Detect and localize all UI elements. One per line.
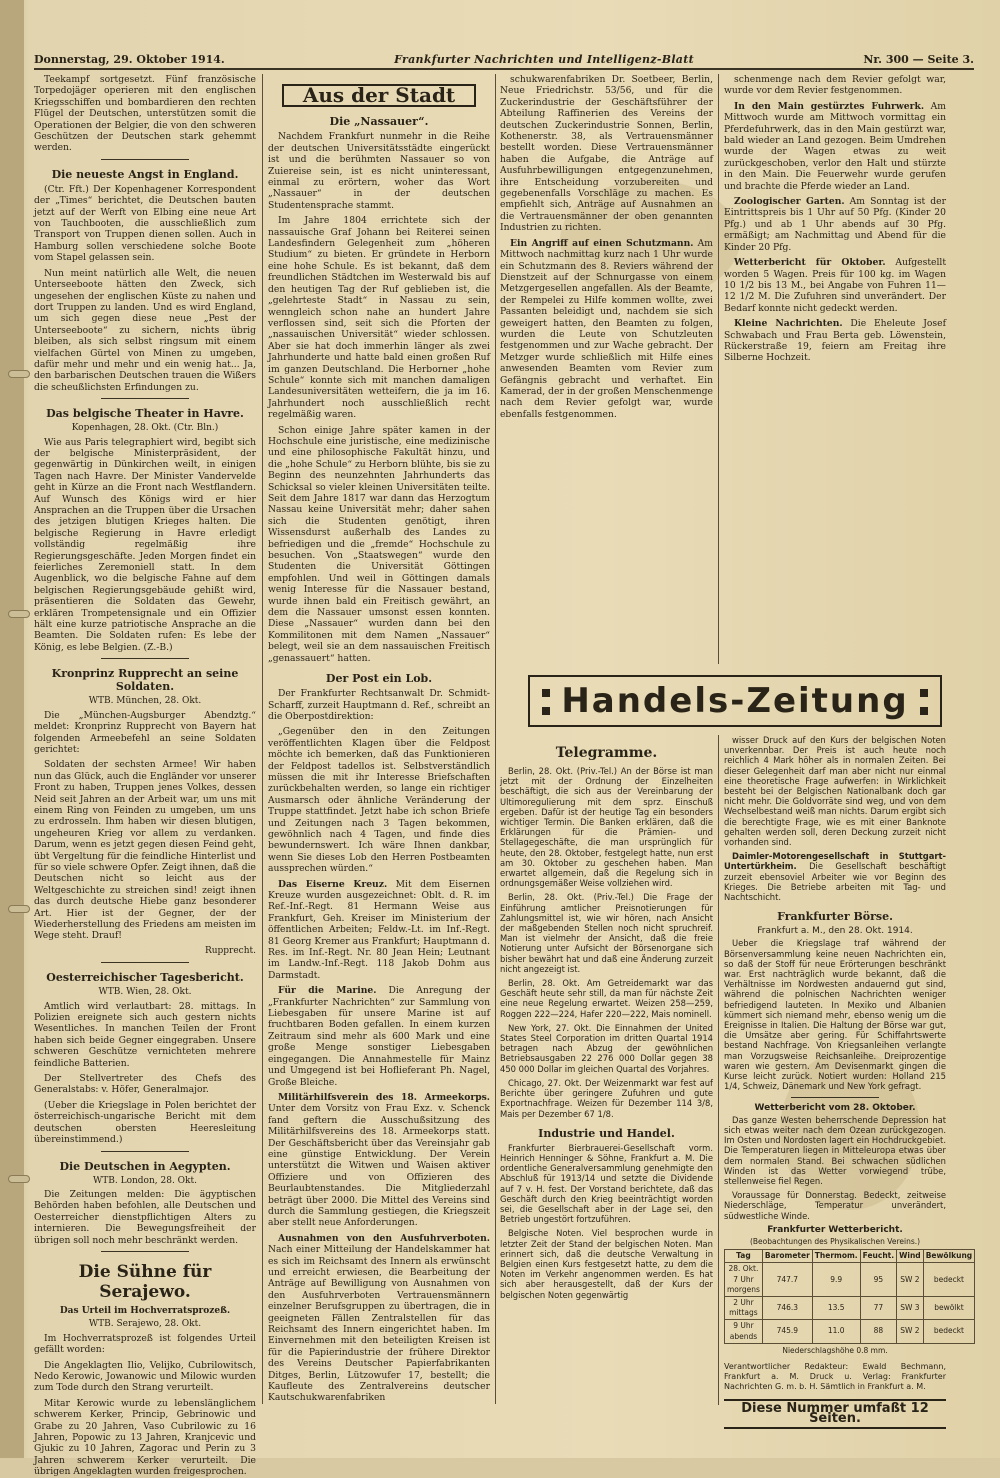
paragraph: Voraussage für Donnerstag. Bedeckt, zeitweise Niederschläge, Temperatur unverändert, südwestliche Winde. [724, 1190, 946, 1221]
divider [101, 1251, 190, 1252]
run-in-head: Kleine Nachrichten. [734, 318, 843, 330]
column-6 [724, 735, 973, 1426]
column-3 [500, 74, 713, 664]
dateline: WTB. Serajewo, 28. Okt. [88, 1319, 202, 1330]
paragraph: wisser Druck auf den Kurs der belgischen Noten unverkennbar. Der Preis ist auch heute noch reichlich 4 Mark höher als in normalen Zeiten. Bei dieser Gelegenheit darf man aber nicht nur einmal eine theoretische Frage aufwerfen: in Wirklichkeit besteht bei der Belgischen Nationalbank doch gar nicht mehr. Die Goldvorräte sind weg, und von dem Wechselbestand weiß man nichts. Darum ergibt sich die berechtigte Frage, wie es mit einer Banknote gehalten werden soll, deren Deckung zurzeit nicht vorhanden sind. [724, 735, 946, 848]
banner-ornament [542, 689, 550, 697]
headline: Die Deutschen in Aegypten. [59, 1159, 231, 1173]
table-header-cell: Bewölkung [923, 1250, 975, 1263]
headline: Die „Nassauer“. [329, 115, 429, 129]
table-cell: 28. Okt. 7 Uhr morgens [725, 1263, 763, 1297]
table-cell: SW 3 [897, 1296, 924, 1319]
paragraph: Die „München-Augsburger Abendztg.“ meldet: Kronprinz Rupprecht von Bayern hat folgenden Armeebefehl an seine Soldaten gerichtet: [34, 709, 256, 755]
paragraph [268, 1233, 490, 1404]
headline: Wetterbericht vom 28. Oktober. [754, 1102, 916, 1113]
column-5 [500, 735, 713, 1407]
table-header-cell: Thermom. [812, 1250, 860, 1263]
headline: Das belgische Theater in Havre. [46, 407, 244, 421]
table-cell: 77 [860, 1296, 896, 1319]
table-cell: SW 2 [897, 1263, 924, 1297]
paragraph-text: Am Mittwoch nachmittag kurz nach 1 Uhr wurde ein Schutzmann des 8. Reviers während der Dienstzeit auf der Schnurgasse von einem Metzgergesellen angefallen. Als der Beamte, der Rempelei zu Hilfe kommen wollte, zwei Passanten beleidigt und, nachdem sie sich geweigert hatten, den Beamten zu folgen, wurden die Leute von Schutzleuten festgenommen und zur Wache gebracht. Der Metzger wurde schließlich mit Hilfe eines anwesenden Beamten vom Revier zum Gefängnis gebracht und verhaftet. Ein Kamerad, der in der großen Menschenmenge nach dem Revier gefolgt war, wurde ebenfalls festgenommen. [500, 237, 713, 420]
paragraph: Mitar Kerowic wurde zu lebenslänglichem schwerem Kerker, Princip, Gebrinowic und Grabe zu 20 Jahren, Vaso Cubrilowic zu 16 Jahren, Popowic zu 13 Jahren, Kranjcevic und Gjukic zu 10 Jahren, Zagorac und Perin zu 3 Jahren schwerem Kerker verurteilt. Die übrigen Angeklagten wurden freigesprochen. [34, 1397, 256, 1478]
paragraph [724, 851, 946, 902]
paragraph: Im Hochverratsprozeß ist folgendes Urteil gefällt worden: [34, 1332, 256, 1356]
run-in-head: Daimler-Motorengesellschaft in Stuttgart-Untertürkheim. [724, 851, 946, 872]
dateline: WTB. Wien, 28. Okt. [98, 987, 192, 998]
paragraph [724, 318, 946, 364]
table-cell: 746.3 [762, 1296, 812, 1319]
paragraph: Die Zeitungen melden: Die ägyptischen Behörden haben befohlen, alle Deutschen und Oesterreicher dienstpflichtigen Alters zu internieren. Die Bewegungsfreiheit der übrigen soll noch mehr beschränkt werden. [34, 1188, 256, 1246]
column-divider [262, 74, 263, 1404]
weather-table [724, 1249, 975, 1344]
table-cell: 88 [860, 1320, 896, 1343]
paragraph: Amtlich wird verlautbart: 28. mittags. In Polizien ereignete sich auch gestern nichts Wesentliches. In manchen Teilen der Front haben sich beide Gegner eingegraben. Unsere schweren Geschütze vernichteten mehrere feindliche Batterien. [34, 1000, 256, 1069]
table-cell: 13.5 [812, 1296, 860, 1319]
headline: Kronprinz Rupprecht an seine Soldaten. [51, 667, 239, 694]
divider [101, 398, 190, 399]
table-row [725, 1263, 975, 1297]
paragraph-text: Die Anregung der „Frankfurter Nachrichten“ zur Sammlung von Liebesgaben für unsere Marine ist auf fruchtbaren Boden gefallen. In einem kurzen Zeitraum sind mehr als 600 Mark und eine große Menge sonstiger Liebesgaben eingegangen. Die Annahmestelle für Mainz und Umgegend ist bei Hoflieferant Ph. Nagel, Große Bleiche. [268, 985, 491, 1088]
page-header [34, 50, 974, 70]
paragraph: Der Frankfurter Rechtsanwalt Dr. Schmidt-Scharff, zurzeit Hauptmann d. Ref., schreibt an die Oberpostdirektion: [268, 688, 490, 722]
paragraph: Wie aus Paris telegraphiert wird, begibt sich der belgische Ministerpräsident, der gegenwärtig in Dünkirchen weilt, in einigen Tagen nach Havre. Der Minister Vandervelde geht in Kürze an die Front nach Westflandern. Auf Wunsch des Königs wird er hier Ansprachen an die Truppen über die Ursachen des jetzigen blutigen Krieges halten. Die belgische Regierung in Havre erledigt vollständig regelmäßig ihre Regierungsgeschäfte. Jeden Morgen findet ein feierliches Zeremoniell statt. In dem Augenblick, wo die belgische Fahne auf dem belgischen Regierungsgebäude gehißt wird, präsentieren die Soldaten das Gewehr, erklären Trompetensignale und ein Offizier hält eine kurze patriotische Ansprache an die Beamten. Die Soldaten rufen: Es lebe der König, es lebe Belgien. (Z.-B.) [34, 436, 256, 653]
table-cell: SW 2 [897, 1320, 924, 1343]
imprint: Verantwortlicher Redakteur: Ewald Bechmann, Frankfurt a. M. Druck u. Verlag: Frankfurter Nachrichten G. m. b. H. Sämtlich in Frankfurt a. M. [724, 1361, 946, 1392]
subheadline: Das Urteil im Hochverratsprozeß. [59, 1305, 231, 1316]
paragraph-text: Die Gesellschaft beschäftigt zurzeit ebensoviel Arbeiter wie vor Beginn des Krieges. Die Betriebe arbeiten mit Tag- und Nachtschicht. [724, 861, 946, 903]
section-banner [528, 675, 942, 727]
paragraph: Die Angeklagten Ilio, Velijko, Cubrilowitsch, Nedo Kerowic, Jowanowic und Milowic wurden zum Tode durch den Strang verurteilt. [34, 1359, 256, 1394]
table-header-cell: Wind [897, 1250, 924, 1263]
run-in-head: Ein Angriff auf einen Schutzmann. [510, 237, 694, 249]
run-in-head: Wetterbericht für Oktober. [734, 257, 886, 269]
paragraph-text: Unter dem Vorsitz von Frau Exz. v. Schenck fand geftern die Ausschußsitzung des Militärhilfsvereins des 18. Armeekorps statt. Der Geschäftsbericht über das Vereinsjahr gab eine günstige Entwicklung. Der Verein unterstützt die Witwen und Waisen aktiver Offiziere und von Offizieren des Beurlaubtenstandes. Die Mitgliederzahl beträgt über 2000. Die Mittel des Vereins sind durch die Sammlung gestiegen, die Kriegszeit aber stellt neue Anforderungen. [268, 1103, 490, 1229]
headline: Die neueste Angst in England. [51, 167, 239, 181]
paragraph: (Ctr. Fft.) Der Kopenhagener Korrespondent der „Times“ berichtet, die Deutschen bauten jetzt auf der Werft von Elbing eine neue Art von Tauchbooten, die ausschließlich zum Transport von Truppen dienen sollen. Auch in Hamburg sollen verschiedene solche Boote vom Stapel gelassen sein. [34, 183, 256, 264]
divider [101, 962, 190, 963]
dateline: Kopenhagen, 28. Okt. (Ctr. Bln.) [71, 423, 219, 434]
headline: Der Post ein Lob. [325, 672, 433, 686]
headline: Frankfurter Börse. [777, 910, 893, 924]
table-note: Niederschlagshöhe 0.8 mm. [782, 1345, 888, 1355]
paragraph: Chicago, 27. Okt. Der Weizenmarkt war fest auf Berichte über geringere Zufuhren und gute Exportnachfrage. Weizen für Dezember 114 3/8, Mais per Dezember 67 1/8. [500, 1077, 713, 1119]
paragraph [500, 238, 713, 421]
run-in-head: Zoologischer Garten. [734, 196, 845, 208]
divider [791, 1097, 880, 1098]
binding-thread [8, 1175, 30, 1183]
paragraph: Soldaten der sechsten Armee! Wir haben nun das Glück, auch die Engländer vor unserer Front zu haben, Truppen jenes Volkes, dessen Neid seit Jahren an der Arbeit war, um uns mit einem Ring von Feinden zu umgeben, um uns zu erdrosseln. Ihm haben wir diesen blutigen, ungeheuren Krieg vor allem zu verdanken. Darum, wenn es jetzt gegen diesen Feind geht, übt Vergeltung für die feindliche Hinterlist und für so viele schwere Opfer. Zeigt ihnen, daß die Deutschen nicht so leicht aus der Weltgeschichte zu streichen sind! zeigt ihnen das durch deutsche Hiebe ganz besonderer Art. Hier ist der Gegner, der der Wiederherstellung des Friedens am meisten im Wege steht. Drauf! [34, 759, 256, 942]
table-cell: 745.9 [762, 1320, 812, 1343]
paragraph: „Gegenüber den in den Zeitungen veröffentlichten Klagen über die Feldpost möchte ich bemerken, daß das Funktionieren der Feldpost tadellos ist. Selbstverständlich müssen die mit ihr Interesse Briefschaften zurückbehalten werden, so lange ein richtiger Ausmarsch oder ähnliche Veränderung der Truppe stattfindet. Jetzt habe ich schon Briefe und Zeitungen nach 3 Tagen bekommen, gewöhnlich nach 4 Tagen, und finde dies bewundernswert. Ich wäre Ihnen dankbar, wenn Sie dieses Lob den Herren Postbeamten aussprechen würden.“ [268, 726, 490, 875]
table-cell: bedeckt [923, 1320, 975, 1343]
table-cell: 11.0 [812, 1320, 860, 1343]
table-header-cell: Tag [725, 1250, 763, 1263]
paragraph-text: Nach einer Mitteilung der Handelskammer hat es sich im Reichsamt des Innern als erwünscht und erreicht erwiesen, die Bearbeitung der Anträge auf Bewilligung von Ausnahmen von den Ausfuhrverboten Vertrauensmännern einzelner Berufsgruppen zu übertragen, die in geeigneten Fällen Zentralstellen für das Reichsamt des Innern eingerichtet haben. Im Einvernehmen mit den beteiligten Kreisen ist für die Papierindustrie der frühere Direktor des Vereins Deutscher Papierfabrikanten Ditges, Berlin, Lützowufer 17, bestellt; die Kaufleute des Zentralvereins deutscher Kautschukwarenfabriken [268, 1244, 490, 1404]
article-intro: Teekampf sortgesetzt. Fünf französische Torpedojäger operieren mit den englischen Kriegsschiffen und bombardieren den rechten Flügel der Deutschen, unterstützen somit die Operationen der Belgier, die von den schweren Geschützen der Deutschen stark gehemmt werden. [34, 74, 256, 154]
page-count-notice: Diese Nummer umfaßt 12 Seiten. [724, 1399, 946, 1429]
table-header-cell: Feucht. [860, 1250, 896, 1263]
table-cell: bewölkt [923, 1296, 975, 1319]
paragraph: Der Stellvertreter des Chefs des Generalstabs: v. Höfer, Generalmajor. [34, 1073, 256, 1096]
section-banner-title: Handels-Zeitung [561, 681, 909, 721]
dateline: WTB. München, 28. Okt. [88, 696, 202, 707]
paragraph: New York, 27. Okt. Die Einnahmen der United States Steel Corporation im dritten Quartal 1914 betragen nach Abzug der gewöhnlichen Betriebsausgaben 22 276 000 Dollar gegen 38 450 000 Dollar im gleichen Quartal des Vorjahres. [500, 1022, 713, 1074]
column-4 [724, 74, 946, 664]
run-in-head: Das Eiserne Kreuz. [278, 878, 388, 890]
divider [101, 658, 190, 659]
paragraph: Berlin, 28. Okt. (Priv.-Tel.) An der Börse ist man jetzt mit der Ordnung der Einzelheiten beschäftigt, die sich aus der Vereinbarung der Ultimoregulierung mit dem sprz. Einschuß ergeben. Dafür ist der heutige Tag ein besonders wichtiger Termin. Die Banken erklären, daß die Erklärungen für die Prämien- und Stellagegeschäfte, die man ursprünglich für heute, den 28. Oktober, festgelegt hatte, nun erst am 30. Oktober zu geschehen haben. Man erwartet allgemein, daß die Regelung sich in ordnungsgemäßer Weise vollziehen wird. [500, 766, 713, 889]
divider [101, 1151, 190, 1152]
table-row [725, 1296, 975, 1319]
subheadline: (Beobachtungen des Physikalischen Vereins.) [749, 1236, 921, 1246]
paragraph: Das ganze Westen beherrschende Depression hat sich etwas weiter nach dem Ozean zurückgezogen. Im Osten und Nordosten lagert ein Hochdruckgebiet. Die Temperaturen liegen in Mitteleuropa etwas über dem normalen Stand. Bei schwachen südlichen Winden ist das Wetter vorwiegend trübe, stellenweise fiel Regen. [724, 1114, 946, 1186]
banner-ornament [542, 707, 550, 715]
table-cell: 9.9 [812, 1263, 860, 1297]
header-masthead: Frankfurter Nachrichten und Intelligenz-Blatt [394, 53, 694, 66]
table-header-row [725, 1250, 975, 1263]
table-header-cell: Barometer [762, 1250, 812, 1263]
header-page-number: Nr. 300 — Seite 3. [863, 53, 974, 66]
paragraph: Schon einige Jahre später kamen in der Hochschule eine juristische, eine medizinische und eine philosophische Fakultät hinzu, und die „hohe Schule“ zu Herborn blühte, bis sie zu Beginn des neunzehnten Jahrhunderts das Schicksal so vieler kleinen Universitäten teilte. Seit dem Jahre 1817 war dann das Herzogtum Nassau keine Universität mehr; daher sahen sich die Studenten genötigt, ihren Wissensdurst außerhalb des Landes zu befriedigen und die „fremde“ Hochschule zu besuchen. Von „Staatswegen“ wurde den Studenten die Universität Göttingen empfohlen. Und weil in Göttingen damals wenig Interesse für die Nassauer bestand, wurde ihnen bald ein Freitisch gewährt, an dem die Nassauer umsonst essen konnten. Diese „Nassauer“ wurden dann bei den Kommilitonen mit dem Namen „Nassauer“ belegt, weil sie an dem nassauischen Freitisch „genassauert“ hatten. [268, 424, 490, 664]
paragraph: Im Jahre 1804 errichtete sich der nassauische Graf Johann bei Reiterei seinen Landesfindern Gelegenheit zum „höheren Studium“ zu bieten. Er gründete in Herborn eine hohe Schule. Es ist bekannt, daß dem freundlichen Städtchen im Westerwald bis auf den heutigen Tag der Ruf geblieben ist, die „gelehrteste Stadt“ in Nassau zu sein, wenngleich schon nahe an hundert Jahre verflossen sind, seit sich die Pforten der „nassauischen Universität“ wieder schlossen. Aber sie hat doch immerhin länger als zwei Jahrhunderte und hatte bald einen großen Ruf im ganzen Deutschland. Die Herborner „hohe Schule“ konnte sich mit manchen damaligen Landesuniversitäten wetteifern, die ja im 16. Jahrhundert noch ausschließlich recht regelmäßig waren. [268, 215, 490, 421]
paragraph [724, 196, 946, 253]
paragraph: Belgische Noten. Viel besprochen wurde in letzter Zeit der Stand der belgischen Noten. Man erinnert sich, daß die deutsche Verwaltung in Belgien einen Kurs festgesetzt hatte, zu dem die Noten im Verkehr angenommen werden. Es hat sich aber herausgestellt, daß der Kurs der belgischen Noten gegenwärtig [500, 1228, 713, 1300]
headline: Die Sühne für Serajewo. [78, 1261, 212, 1302]
table-cell: 2 Uhr mittags [725, 1296, 763, 1319]
banner-ornament [920, 689, 928, 697]
paragraph [268, 1092, 490, 1229]
binding-thread [8, 905, 30, 913]
table-row [725, 1320, 975, 1343]
column-divider [718, 74, 719, 664]
run-in-head: In den Main gestürztes Fuhrwerk. [734, 100, 925, 112]
column-divider [495, 74, 496, 1404]
paragraph: Nachdem Frankfurt nunmehr in die Reihe der deutschen Universitätsstädte eingerückt ist und die berühmten Nassauer so von Zuiereise sein, ist es nicht uninteressant, einmal zu erörtern, woher das Wort „Nassauer“ in der deutschen Studentensprache stammt. [268, 131, 490, 211]
headline: Frankfurter Wetterbericht. [767, 1224, 903, 1235]
headline: Industrie und Handel. [538, 1126, 675, 1140]
dateline: Frankfurt a. M., den 28. Okt. 1914. [757, 926, 913, 937]
binding-margin [0, 0, 24, 1458]
paragraph-text: Aufgestellt worden 5 Wagen. Preis für 100 kg. im Wagen 10 1/2 bis 13 M., bei Angabe von Fuhren 11—12 1/2 M. Die Zufuhren sind unverändert. Der Bedarf konnte nicht gedeckt werden. [724, 257, 947, 314]
table-cell: 747.7 [762, 1263, 812, 1297]
paragraph-text: Am Sonntag ist der Eintrittspreis bis 1 Uhr auf 50 Pfg. (Kinder 20 Pfg.) und ab 1 Uhr abends auf 30 Pfg. ermäßigt; am Nachmittag und Abend für die Kinder 20 Pfg. [724, 196, 947, 253]
table-cell: bedeckt [923, 1263, 975, 1297]
headline: Oesterreichischer Tagesbericht. [46, 971, 244, 985]
run-in-head: Militärhilfsverein des 18. Armeekorps. [278, 1091, 490, 1103]
paragraph: Frankfurter Bierbrauerei-Gesellschaft vorm. Heinrich Henninger & Söhne, Frankfurt a. M. Die ordentliche Generalversammlung genehmigte den Abschluß für 1913/14 und setzte die Dividende auf 7 v. H. fest. Der Vorstand berichtete, daß das Geschäft durch den Krieg beeinträchtigt worden sei, die Gesellschaft aber in der Lage sei, den Betrieb ungestört fortzuführen. [500, 1142, 713, 1225]
run-in-head: Ausnahmen von den Ausfuhrverboten. [278, 1232, 490, 1244]
paragraph [268, 879, 490, 982]
dateline: WTB. London, 28. Okt. [93, 1175, 197, 1186]
paragraph: Nun meint natürlich alle Welt, die neuen Unterseeboote hätten den Zweck, sich ungesehen der englischen Küste zu nahen und dort Truppen zu landen. Und es wird England, um sich gegen diese neue „Pest der Unterseeboote“ zu sichern, nichts übrig bleiben, als sich selbst ringsum mit einem vielfachen Gürtel von Minen zu umgeben, dafür mehr und mehr und ein wenig hat... Ja, den barbarischen Deutschen trauen die Wißers die scheußlichsten Erfindungen zu. [34, 267, 256, 393]
binding-thread [8, 370, 30, 378]
run-in-head: Für die Marine. [278, 985, 377, 997]
paragraph [268, 985, 490, 1088]
column-1 [34, 74, 256, 1478]
paragraph: Berlin, 28. Okt. Am Getreidemarkt war das Geschäft heute sehr still, da man für nächste Zeit eine neue Regelung erwartet. Weizen 258—259, Roggen 222—224, Hafer 220—222, Mais nominell. [500, 978, 713, 1019]
signature: Rupprecht. [204, 945, 256, 956]
paragraph-text: Mit dem Eisernen Kreuze wurden ausgezeichnet: Oblt. d. R. im Ref.-Inf.-Regt. 81 Hermann Weise aus Frankfurt, Geh. Kreiser im Ministerium der öffentlichen Arbeiten; Feldw.-Lt. im Inf.-Regt. 81 Georg Kremer aus Frankfurt; Hauptmann d. Res. im Inf.-Regt. Nr. 80 Jean Hein; Leutnant im Landw.-Inf.-Regt. 118 Jakob Dohm aus Darmstadt. [268, 878, 491, 981]
paragraph [724, 101, 946, 192]
paragraph [724, 257, 946, 314]
headline: Telegramme. [555, 745, 658, 761]
paragraph: schenmenge nach dem Revier gefolgt war, wurde vor dem Revier festgenommen. [724, 74, 946, 97]
binding-thread [8, 610, 30, 618]
table-cell: 95 [860, 1263, 896, 1297]
header-date: Donnerstag, 29. Oktober 1914. [34, 53, 225, 66]
column-2 [268, 74, 490, 1409]
paragraph: schukwarenfabriken Dr. Soetbeer, Berlin, Neue Friedrichstr. 53/56, und für die Zuckerindustrie der Geschäftsführer der Abteilung Raffinerien des Vereins der deutschen Zuckerindustrie Sonnen, Berlin, Kothenerstr. 38, als Vertrauensmänner bestellt worden. Diese Vertrauensmänner haben die Aufgabe, die Anträge auf Ausfuhrbewilligungen entgegenzunehmen, ihre Entscheidung vorzubereiten und gegebenenfalls Vorschläge zu machen. Es empfiehlt sich, Anträge auf Ausnahmen an die Vertrauensmänner der oben genannten Industrien zu richten. [500, 74, 713, 234]
paragraph-text: Die Eheleute Josef Schwabach und Frau Berta geb. Löwenstein, Rückerstraße 19, feiern am Freitag ihre Silberne Hochzeit. [724, 318, 946, 364]
section-title: Aus der Stadt [282, 84, 476, 107]
paragraph: (Ueber die Kriegslage in Polen berichtet der österreichisch-ungarische Bericht mit dem deutschen obersten Heeresleitung übereinstimmend.) [34, 1099, 256, 1146]
column-divider [718, 735, 719, 1405]
divider [101, 159, 190, 160]
paragraph: Berlin, 28. Okt. (Priv.-Tel.) Die Frage der Einführung amtlicher Preisnotierungen für Zahlungsmittel ist, wie wir hören, nach Ansicht der maßgebenden Stellen noch nicht spruchreif. Man ist vielmehr der Ansicht, daß die freie Notierung unter Aufsicht der Börsenorgane sich bisher bewährt hat und daß eine Änderung zurzeit nicht angezeigt ist. [500, 892, 713, 974]
paragraph: Ueber die Kriegslage traf während der Börsenversammlung keine neuen Nachrichten ein, so daß der Stoff für neue Erörterungen beschränkt war. Erst nachträglich wurde bekannt, daß die Verhältnisse im Nordwesten andauernd gut sind, während die polnischen Nachrichten weniger befriedigend lauteten. In Mexiko und Albanien kümmert sich niemand mehr, ebenso wenig um die Ereignisse in Italien. Die Haltung der Börse war gut, die Umsätze aber gering. Für Schiffahrtswerte bestand Nachfrage. Von Kriegsanleihen verlangte man Vorzugsweise Reichsanleihe. Dreiprozentige waren wie gestern. Am Devisenmarkt gingen die Kurse leicht zurück. Notiert wurden: Holland 215 1/4, Schweiz, Dänemark und New York gefragt. [724, 938, 946, 1092]
paragraph-text: Am Mittwoch wurde am Mittwoch vormittag ein Pferdefuhrwerk, das in den Main gestürzt war, bald wieder an Land gezogen. Beim Umdrehen wurde der Wagen etwas zu weit zurückgeschoben, verlor den Halt und stürzte in den Main. Die Feuerwehr wurde gerufen und brachte die Pferde wieder an Land. [724, 100, 947, 192]
banner-ornament [920, 707, 928, 715]
table-cell: 9 Uhr abends [725, 1320, 763, 1343]
